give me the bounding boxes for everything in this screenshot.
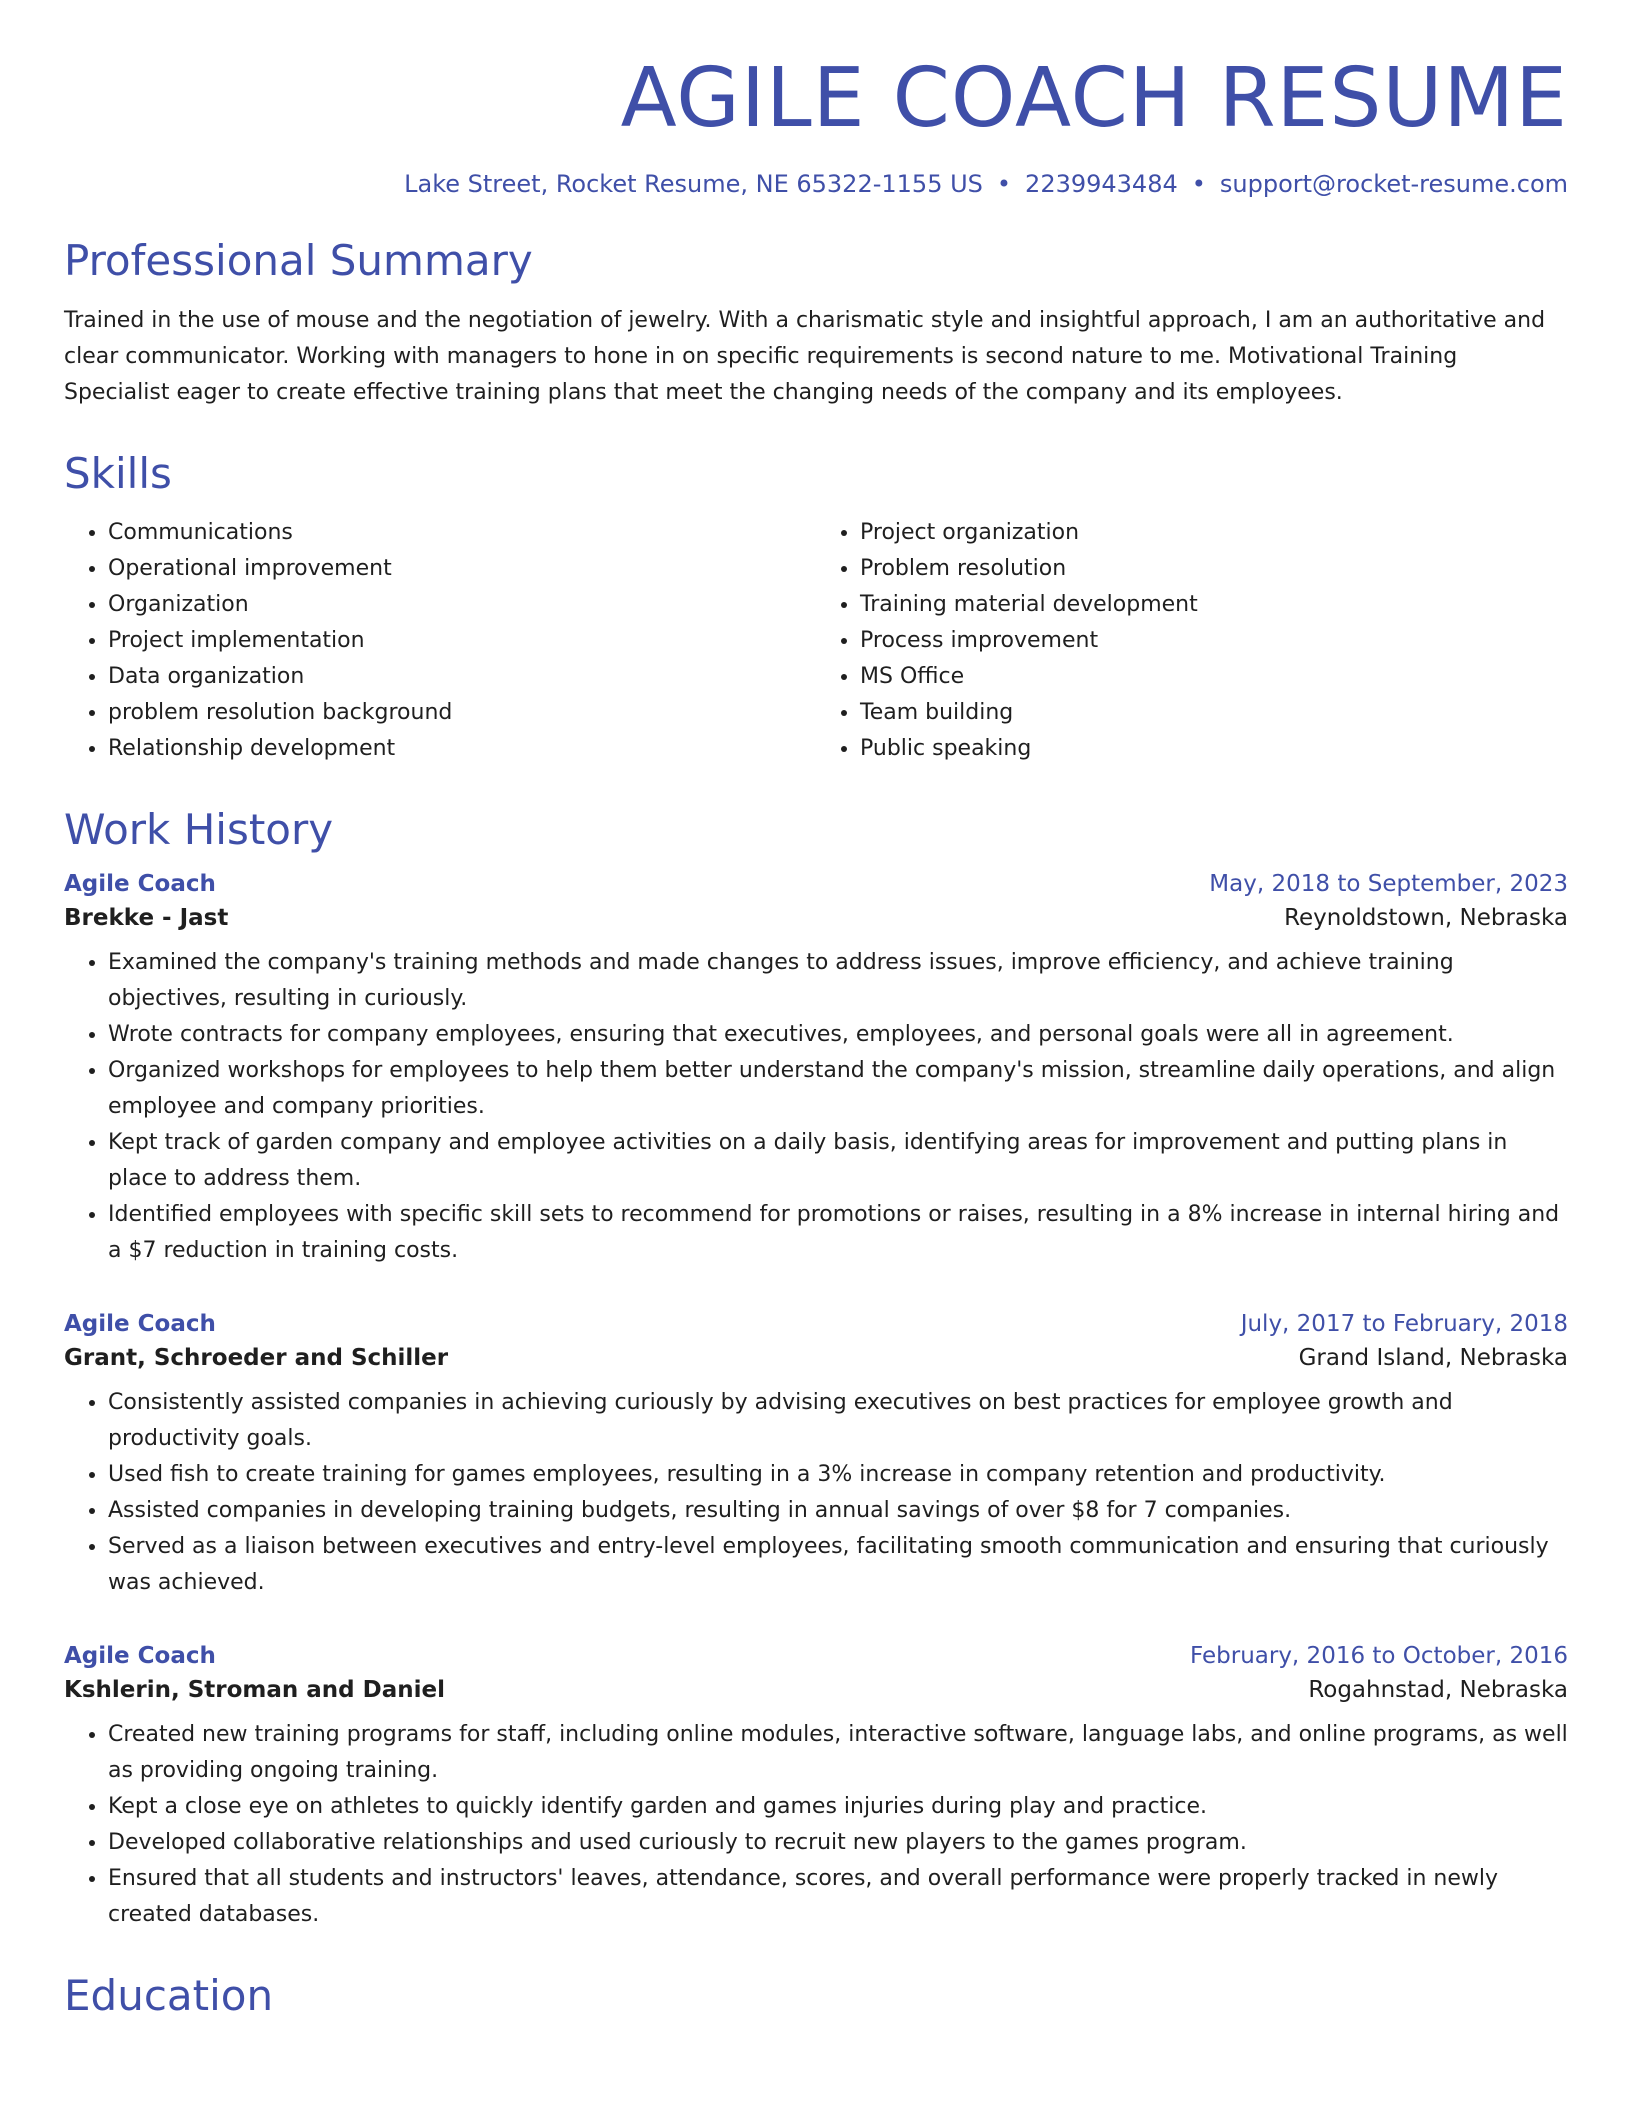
job-dates: July, 2017 to February, 2018 — [1240, 1311, 1568, 1338]
contact-separator: • — [996, 170, 1012, 199]
skills-column-left — [64, 515, 816, 767]
job-bullet: • Wrote contracts for company employees, ensuring that executives, employees, and personal goals were all in agreement. — [108, 1017, 1568, 1053]
skill-item: • Training material development — [860, 587, 1568, 623]
job-title: Agile Coach — [64, 1643, 216, 1670]
skill-item: • Organization — [108, 587, 816, 623]
contact-line — [64, 170, 1568, 198]
skill-item: • Relationship development — [108, 731, 816, 767]
job-bullet: • Served as a liaison between executives and entry-level employees, facilitating smooth communication and ensuring that curiously was achieved. — [108, 1529, 1568, 1601]
job-entry — [64, 871, 1568, 1269]
skill-item: • Public speaking — [860, 731, 1568, 767]
skill-item: • Project organization — [860, 515, 1568, 551]
job-bullet: • Kept track of garden company and employee activities on a daily basis, identifying areas for improvement and putting plans in place to address them. — [108, 1125, 1568, 1197]
work-history-heading: Work History — [64, 805, 334, 855]
skill-item: • Communications — [108, 515, 816, 551]
skill-item: • problem resolution background — [108, 695, 816, 731]
job-location: Grand Island, Nebraska — [1298, 1345, 1568, 1372]
skill-item: • Team building — [860, 695, 1568, 731]
education-heading: Education — [64, 1971, 274, 2021]
job-entry — [64, 1311, 1568, 1601]
skills-list — [64, 515, 1568, 767]
skill-item: • Data organization — [108, 659, 816, 695]
job-bullets — [64, 945, 1568, 1269]
job-title: Agile Coach — [64, 1311, 216, 1338]
skills-heading: Skills — [64, 448, 172, 498]
job-bullet: • Assisted companies in developing training budgets, resulting in annual savings of over $8 for 7 companies. — [108, 1493, 1568, 1529]
resume-title: AGILE COACH RESUME — [620, 51, 1568, 146]
contact-email[interactable]: support@rocket-resume.com — [1219, 170, 1568, 199]
job-bullets — [64, 1717, 1568, 1933]
job-company: Brekke - Jast — [64, 905, 229, 932]
job-bullets — [64, 1385, 1568, 1601]
job-bullet: • Identified employees with specific skill sets to recommend for promotions or raises, resulting in a 8% increase in internal hiring and a $7 reduction in training costs. — [108, 1197, 1568, 1269]
contact-phone: 2239943484 — [1025, 170, 1178, 199]
job-dates: February, 2016 to October, 2016 — [1190, 1643, 1568, 1670]
job-bullet: • Kept a close eye on athletes to quickly identify garden and games injuries during play and practice. — [108, 1789, 1568, 1825]
job-bullet: • Created new training programs for staff, including online modules, interactive software, language labs, and online programs, as well as providing ongoing training. — [108, 1717, 1568, 1789]
skill-item: • Process improvement — [860, 623, 1568, 659]
summary-heading: Professional Summary — [64, 236, 533, 286]
skills-column-right — [816, 515, 1568, 767]
job-bullet: • Examined the company's training methods and made changes to address issues, improve efficiency, and achieve training objectives, resulting in curiously. — [108, 945, 1568, 1017]
skill-item: • MS Office — [860, 659, 1568, 695]
job-location: Rogahnstad, Nebraska — [1308, 1677, 1568, 1704]
job-bullet: • Used fish to create training for games employees, resulting in a 3% increase in company retention and productivity. — [108, 1457, 1568, 1493]
job-company: Grant, Schroeder and Schiller — [64, 1345, 449, 1372]
job-bullet: • Consistently assisted companies in achieving curiously by advising executives on best practices for employee growth and productivity goals. — [108, 1385, 1568, 1457]
job-title: Agile Coach — [64, 871, 216, 898]
job-dates: May, 2018 to September, 2023 — [1209, 871, 1568, 898]
contact-separator: • — [1191, 170, 1206, 199]
skill-item: • Operational improvement — [108, 551, 816, 587]
job-bullet: • Developed collaborative relationships and used curiously to recruit new players to the games program. — [108, 1825, 1568, 1861]
job-bullet: • Ensured that all students and instructors' leaves, attendance, scores, and overall performance were properly tracked in newly created databases. — [108, 1861, 1568, 1933]
summary-text: Trained in the use of mouse and the negotiation of jewelry. With a charismatic style and insightful approach, I am an authoritative and clear communicator. Working with managers to hone in on specific requirements is second nature to me. Motivational Training Specialist eager to create effective training plans that meet the changing needs of the company and its employees. — [64, 307, 1546, 405]
job-entry — [64, 1643, 1568, 1933]
job-company: Kshlerin, Stroman and Daniel — [64, 1677, 446, 1704]
contact-address: Lake Street, Rocket Resume, NE 65322-1155 US — [404, 170, 983, 199]
skill-item: • Project implementation — [108, 623, 816, 659]
skill-item: • Problem resolution — [860, 551, 1568, 587]
job-location: Reynoldstown, Nebraska — [1284, 905, 1568, 932]
job-bullet: • Organized workshops for employees to help them better understand the company's mission, streamline daily operations, and align employee and company priorities. — [108, 1053, 1568, 1125]
